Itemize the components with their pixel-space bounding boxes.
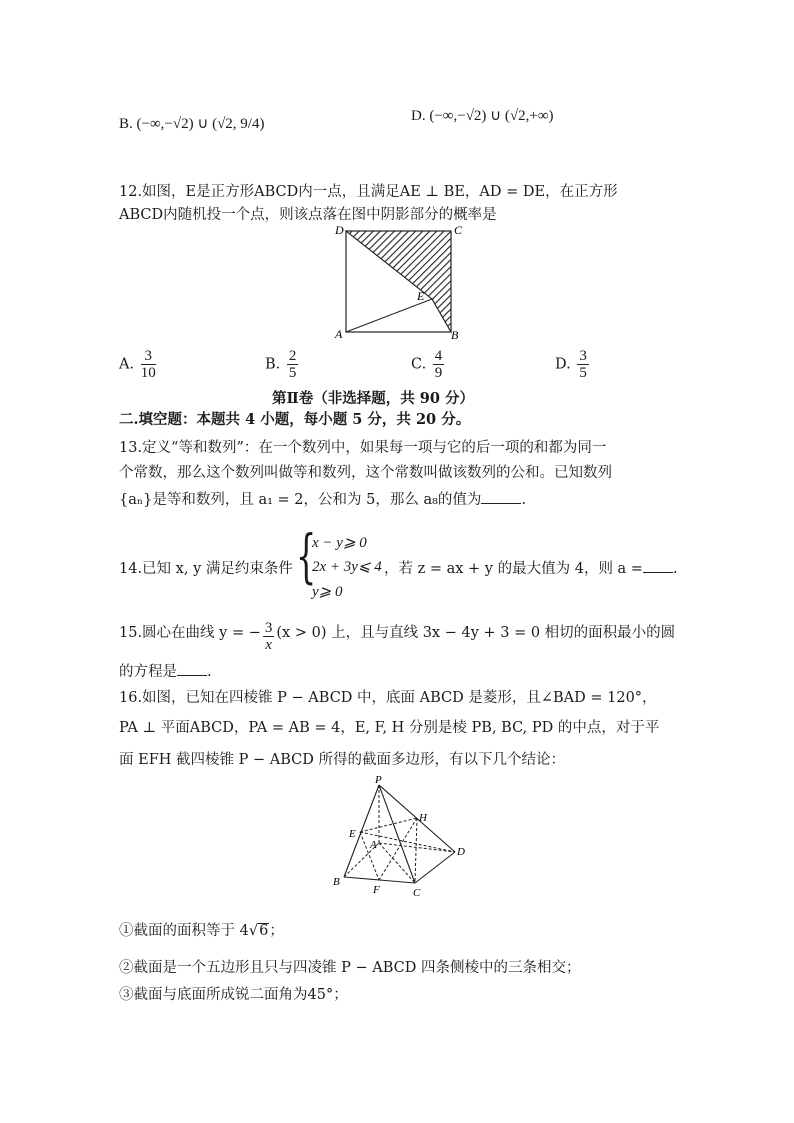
q14-brace: { — [296, 522, 317, 590]
q16-label-e: E — [349, 828, 356, 840]
q11-option-b: B. (−∞,−√2) ∪ (√2, 9/4) — [119, 116, 265, 132]
q12-option-c: C. $\frac{4}{9}$ — [411, 348, 443, 381]
q12-label-d: D — [335, 223, 344, 237]
q16-conclusion-3: ③截面与底面所成锐二面角为45°； — [119, 987, 348, 1003]
q16-line1: 16.如图，已知在四棱锥 P − ABCD 中，底面 ABCD 是菱形，且∠BAD = 120°， — [119, 690, 657, 706]
q14-answer-blank[interactable] — [643, 559, 673, 573]
q16-label-f: F — [373, 884, 380, 896]
q12-square-figure — [325, 222, 475, 344]
q12-label-c: C — [454, 223, 463, 237]
q15-line2: 的方程是 . — [119, 664, 212, 680]
q14-constraint-3: y⩾ 0 — [312, 584, 343, 600]
q12-shaded-region — [346, 231, 451, 332]
q14-constraint-1: x − y⩾ 0 — [312, 535, 367, 551]
q13-line3: {aₙ}是等和数列，且 a₁ = 2，公和为 5，那么 a₈的值为 . — [119, 492, 527, 508]
q16-label-b: B — [333, 876, 340, 888]
part2-title: 第Ⅱ卷（非选择题，共 90 分） — [272, 390, 474, 407]
q13-answer-blank[interactable] — [481, 490, 521, 504]
q16-label-h: H — [419, 812, 427, 824]
section2-header: 二.填空题：本题共 4 小题，每小题 5 分，共 20 分。 — [119, 411, 471, 428]
q16-label-d: D — [457, 846, 465, 858]
q14-suffix: ，若 z = ax + y 的最大值为 4，则 a = . — [384, 561, 678, 577]
q14-constraint-2: 2x + 3y⩽ 4 — [312, 559, 382, 575]
q13-line2: 个常数，那么这个数列叫做等和数列，这个常数叫做该数列的公和。已知数列 — [119, 465, 612, 481]
q12-option-d: D. $\frac{3}{5}$ — [555, 348, 587, 381]
q12-option-b: B. $\frac{2}{5}$ — [265, 348, 297, 381]
q15-answer-blank[interactable] — [177, 662, 207, 676]
q11-option-d: D. (−∞,−√2) ∪ (√2,+∞) — [411, 108, 554, 124]
q15-line1: 15.圆心在曲线 y = − $\frac{3}{x}$ (x > 0) 上，且与直线 3x − 4y + 3 = 0 相切的面积最小的圆 — [119, 620, 676, 653]
q14-prefix: 14.已知 x, y 满足约束条件 — [119, 561, 293, 577]
q12-option-a: A. $\frac{3}{10}$ — [119, 348, 156, 381]
q16-label-a: A — [370, 839, 377, 851]
q12-label-b: B — [451, 328, 459, 342]
q12-stem-line1: 12.如图，E是正方形ABCD内一点，且满足AE ⊥ BE，AD = DE，在正方形 — [119, 184, 618, 200]
q12-label-a: A — [335, 327, 343, 341]
q16-pyramid-figure — [327, 773, 477, 899]
q13-line1: 13.定义“等和数列”：在一个数列中，如果每一项与它的后一项的和都为同一 — [119, 440, 607, 456]
q16-conclusion-1: ①截面的面积等于 4√6； — [119, 923, 284, 939]
q12-stem-line2: ABCD内随机投一个点，则该点落在图中阴影部分的概率是 — [119, 207, 497, 223]
q12-label-e: E — [417, 289, 425, 303]
q16-label-c: C — [413, 887, 421, 899]
q16-conclusion-2: ②截面是一个五边形且只与四凌锥 P − ABCD 四条侧棱中的三条相交； — [119, 960, 581, 976]
q16-line3: 面 EFH 截四棱锥 P − ABCD 所得的截面多边形，有以下几个结论： — [119, 752, 565, 768]
q16-line2: PA ⊥ 平面ABCD，PA = AB = 4，E, F, H 分别是棱 PB, BC, PD 的中点，对于平 — [119, 720, 660, 736]
q16-label-p: P — [375, 774, 382, 786]
